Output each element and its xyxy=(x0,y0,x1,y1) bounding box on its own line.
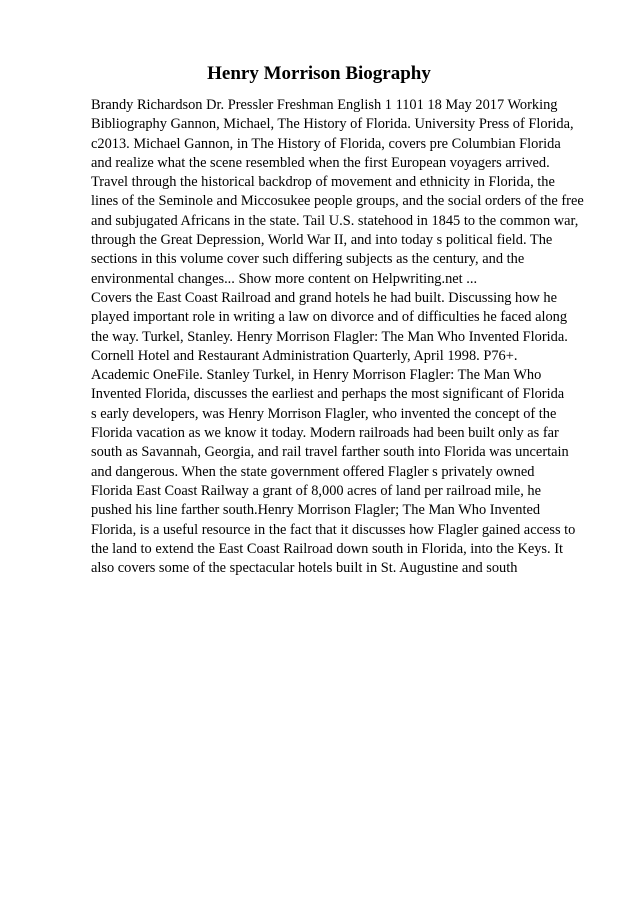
body-line: the way. Turkel, Stanley. Henry Morrison Flagler: The Man Who Invented Florida. xyxy=(91,328,568,345)
body-line: Brandy Richardson Dr. Pressler Freshman English 1 1101 18 May 2017 Working xyxy=(91,97,558,113)
body-line: south as Savannah, Georgia, and rail travel farther south into Florida was uncertain xyxy=(91,444,569,461)
body-line: Invented Florida, discusses the earliest and perhaps the most significant of Florida xyxy=(91,386,565,403)
body-line: Academic OneFile. Stanley Turkel, in Henry Morrison Flagler: The Man Who xyxy=(91,367,542,384)
body-line: and subjugated Africans in the state. Tail U.S. statehood in 1845 to the common war, xyxy=(91,212,579,229)
body-line: Bibliography Gannon, Michael, The History of Florida. University Press of Florida, xyxy=(91,116,574,133)
body-line: Travel through the historical backdrop of movement and ethnicity in Florida, the xyxy=(91,174,555,191)
body-line: and realize what the scene resembled when the first European voyagers arrived. xyxy=(91,154,550,171)
body-line: lines of the Seminole and Miccosukee people groups, and the social orders of the free xyxy=(91,193,584,210)
body-line: Florida vacation as we know it today. Modern railroads had been built only as far xyxy=(91,425,559,442)
body-line: the land to extend the East Coast Railroad down south in Florida, into the Keys. It xyxy=(91,540,564,557)
document-body xyxy=(91,96,611,578)
body-line: s early developers, was Henry Morrison Flagler, who invented the concept of the xyxy=(91,405,557,422)
body-line: environmental changes... Show more content on Helpwriting.net ... xyxy=(91,270,478,287)
body-line: pushed his line farther south.Henry Morrison Flagler; The Man Who Invented xyxy=(91,502,541,519)
body-line: and dangerous. When the state government offered Flagler s privately owned xyxy=(91,463,535,480)
body-line: Cornell Hotel and Restaurant Administration Quarterly, April 1998. P76+. xyxy=(91,347,518,364)
body-line: also covers some of the spectacular hotels built in St. Augustine and south xyxy=(91,560,518,577)
document-title: Henry Morrison Biography xyxy=(207,63,431,84)
body-line: c2013. Michael Gannon, in The History of Florida, covers pre Columbian Florida xyxy=(91,135,561,152)
body-line: Florida East Coast Railway a grant of 8,000 acres of land per railroad mile, he xyxy=(91,482,541,499)
body-line: sections in this volume cover such differing subjects as the century, and the xyxy=(91,251,525,268)
body-line: through the Great Depression, World War II, and into today s political field. The xyxy=(91,232,553,249)
body-line: Covers the East Coast Railroad and grand hotels he had built. Discussing how he xyxy=(91,289,558,306)
body-line: Florida, is a useful resource in the fact that it discusses how Flagler gained access to xyxy=(91,521,576,538)
body-line: played important role in writing a law on divorce and of difficulties he faced along xyxy=(91,309,568,326)
